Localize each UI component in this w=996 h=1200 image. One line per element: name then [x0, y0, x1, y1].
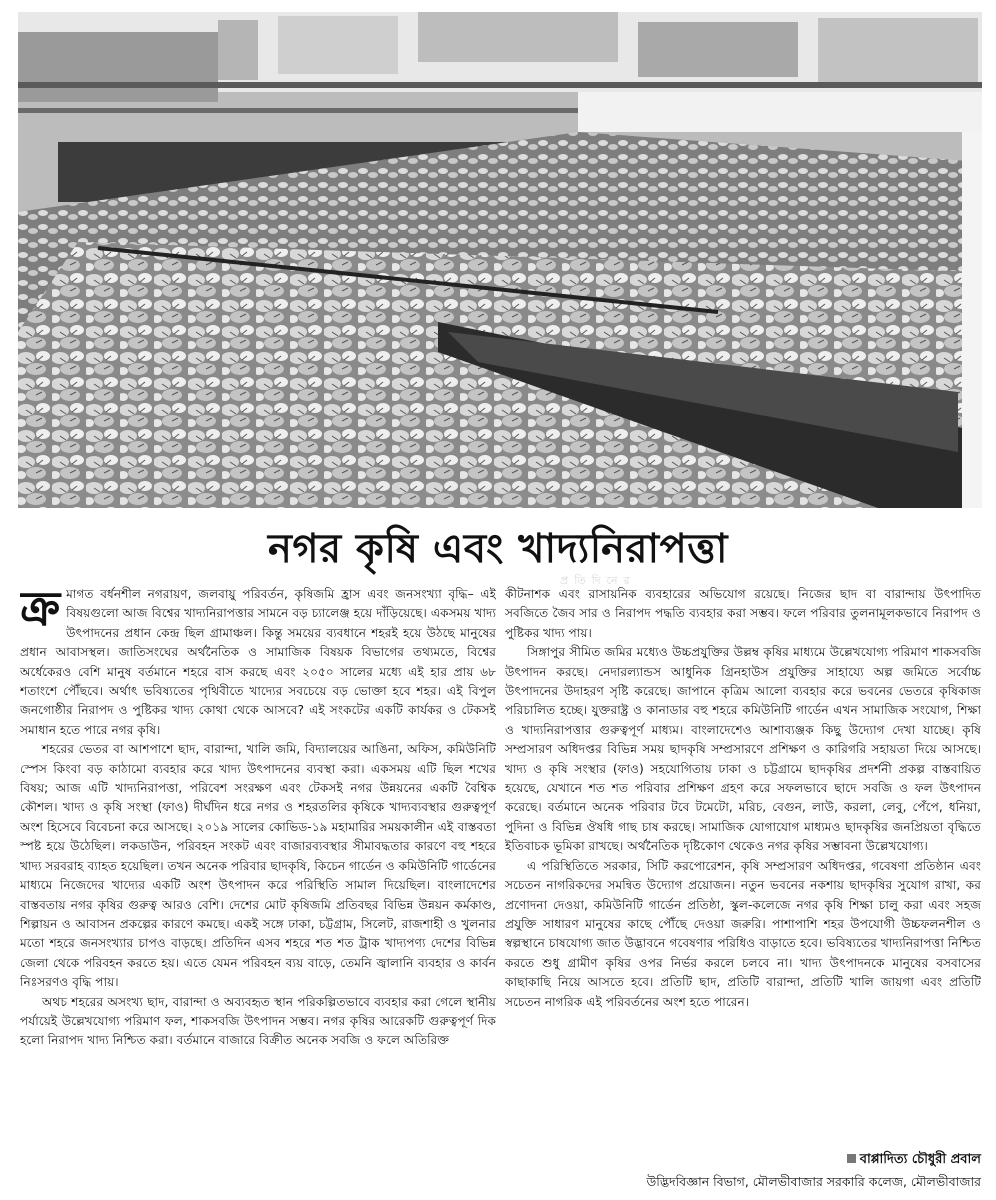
- article-paragraph: এ পরিস্থিতিতে সরকার, সিটি করপোরেশন, কৃষি সম্প্রসারণ অধিদপ্তর, গবেষণা প্রতিষ্ঠান এবং সচেতন নাগরিকদের সমন্বিত উদ্যোগ প্রয়োজন। নতুন ভবনের নকশায় ছাদকৃষির সুযোগ রাখা, কর প্রণোদনা দেওয়া, কমিউনিটি গার্ডেন প্রতিষ্ঠা, স্কুল-কলেজে নগর কৃষি শিক্ষা চালু করা এবং সহজ প্রযুক্তি সাধারণ মানুষের কাছে পৌঁছে দেওয়া জরুরি। পাশাপাশি শহর উপযোগী উচ্চফলনশীল ও স্বল্পস্থানে চাষযোগ্য জাত উদ্ভাবনে গবেষণার পরিধিও বাড়াতে হবে। ভবিষ্যতের খাদ্যনিরাপত্তা নিশ্চিত করতে শুধু গ্রামীণ কৃষির ওপর নির্ভর করলে চলবে না। খাদ্য উৎপাদনকে মানুষের বসবাসের কাছাকাছি নিয়ে আসতে হবে। প্রতিটি ছাদ, প্রতিটি বারান্দা, প্রতিটি খালি জায়গা এবং প্রতিটি সচেতন নাগরিক এই পরিবর্তনের অংশ হতে পারেন।: [505, 858, 981, 1009]
- square-bullet-icon: [847, 1154, 856, 1163]
- article-column-left: [20, 585, 496, 1200]
- rooftop-vegetable-garden-photo-icon: [18, 12, 982, 508]
- rooftop-garden-photo: [18, 12, 982, 508]
- article-headline: নগর কৃষি এবং খাদ্যনিরাপত্তা: [267, 526, 729, 572]
- publication-watermark: প্রতিদিনের: [560, 574, 636, 587]
- drop-cap: ক্র: [20, 585, 61, 637]
- author-byline: [505, 1150, 981, 1170]
- article-paragraph: ক্র মাগত বর্ধনশীল নগরায়ণ, জলবায়ু পরিবর্তন, কৃষিজমি হ্রাস এবং জনসংখ্যা বৃদ্ধি– এই বিষয়গুলো আজ বিশ্বের খাদ্যনিরাপত্তার সামনে বড় চ্যালেঞ্জ হয়ে দাঁড়িয়েছে। একসময় খাদ্য উৎপাদনের প্রধান কেন্দ্র ছিল গ্রামাঞ্চল। কিন্তু সময়ের ব্যবধানে শহরই হয়ে উঠছে মানুষের প্রধান আবাসস্থল। জাতিসংঘের অর্থনৈতিক ও সামাজিক বিষয়ক বিভাগের তথ্যমতে, বিশ্বের অর্ধেকেরও বেশি মানুষ বর্তমানে শহরে বাস করছে এবং ২০৫০ সালের মধ্যে এই হার প্রায় ৬৮ শতাংশে পৌঁছবে। অর্থাৎ ভবিষ্যতের পৃথিবীতে খাদ্যের সবচেয়ে বড় ভোক্তা হবে শহর। এই বিপুল জনগোষ্ঠীর নিরাপদ ও পুষ্টিকর খাদ্য কোথা থেকে আসবে? এই সংকটের একটি কার্যকর ও টেকসই সমাধান হতে পারে নগর কৃষি।: [20, 585, 496, 737]
- article-paragraph: সিঙ্গাপুর সীমিত জমির মধ্যেও উচ্চপ্রযুক্তির উল্লম্ব কৃষির মাধ্যমে উল্লেখযোগ্য পরিমাণ শাকসবজি উৎপাদন করছে। নেদারল্যান্ডস আধুনিক গ্রিনহাউস প্রযুক্তির সাহায্যে অল্প জমিতে সর্বোচ্চ উৎপাদনের উদাহরণ সৃষ্টি করেছে। জাপানে কৃত্রিম আলো ব্যবহার করে ভবনের ভেতরে কৃষিকাজ পরিচালিত হচ্ছে। যুক্তরাষ্ট্র ও কানাডার বহু শহরে কমিউনিটি গার্ডেন এখন সামাজিক সংযোগ, শিক্ষা ও খাদ্যনিরাপত্তার গুরুত্বপূর্ণ মাধ্যম। বাংলাদেশেও আশাব্যঞ্জক কিছু উদ্যোগ দেখা যাচ্ছে। কৃষি সম্প্রসারণ অধিদপ্তর বিভিন্ন সময় ছাদকৃষি সম্প্রসারণে প্রশিক্ষণ ও কারিগরি সহায়তা দিয়ে আসছে। খাদ্য ও কৃষি সংস্থার (ফাও) সহযোগিতায় ঢাকা ও চট্টগ্রামে ছাদকৃষির প্রদর্শনী প্রকল্প বাস্তবায়িত হয়েছে, যেখানে শত শত পরিবার প্রশিক্ষণ গ্রহণ করে সফলভাবে ছাদে সবজি ও ফল উৎপাদন করেছে। বর্তমানে অনেক পরিবার টবে টমেটো, মরিচ, বেগুন, লাউ, করলা, লেবু, পেঁপে, ধনিয়া, পুদিনা ও বিভিন্ন ঔষধি গাছ চাষ করছে। সামাজিক যোগাযোগ মাধ্যমও ছাদকৃষির জনপ্রিয়তা বৃদ্ধিতে ইতিবাচক ভূমিকা রাখছে। অর্থনৈতিক দৃষ্টিকোণ থেকেও নগর কৃষির সম্ভাবনা উল্লেখযোগ্য।: [505, 645, 981, 854]
- article-paragraph: শহরের ভেতর বা আশপাশে ছাদ, বারান্দা, খালি জমি, বিদ্যালয়ের আঙিনা, অফিস, কমিউনিটি স্পেস কিংবা বড় কাঠামো ব্যবহার করে খাদ্য উৎপাদনের ব্যবস্থা করা। একসময় এটি ছিল শখের বিষয়; আজ এটি খাদ্যনিরাপত্তা, পরিবেশ সংরক্ষণ এবং টেকসই নগর উন্নয়নের একটি বৈশ্বিক কৌশল। খাদ্য ও কৃষি সংস্থা (ফাও) দীর্ঘদিন ধরে নগর ও শহরতলির কৃষিকে খাদ্যব্যবস্থার গুরুত্বপূর্ণ অংশ হিসেবে বিবেচনা করে আসছে। ২০১৯ সালের কোভিড-১৯ মহামারির সময়কালীন এই বাস্তবতা স্পষ্ট হয়ে উঠেছিল। লকডাউন, পরিবহন সংকট এবং বাজারব্যবস্থার সীমাবদ্ধতার কারণে বহু শহরে খাদ্য সরবরাহ ব্যাহত হয়েছিল। তখন অনেক পরিবার ছাদকৃষি, কিচেন গার্ডেন ও কমিউনিটি গার্ডেনের মাধ্যমে নিজেদের খাদ্যের একটি অংশ উৎপাদন করে পরিস্থিতি সামাল দিয়েছিল। বাংলাদেশের বাস্তবতায় নগর কৃষির গুরুত্ব আরও বেশি। দেশের মোট কৃষিজমি প্রতিবছর বিভিন্ন উন্নয়ন কর্মকাণ্ড, শিল্পায়ন ও আবাসন প্রকল্পের কারণে কমছে। একই সঙ্গে ঢাকা, চট্টগ্রাম, সিলেট, রাজশাহী ও খুলনার মতো শহরে জনসংখ্যার চাপও বাড়ছে। প্রতিদিন এসব শহরে শত শত ট্রাক খাদ্যপণ্য দেশের বিভিন্ন জেলা থেকে পরিবহন করতে হয়। এতে যেমন পরিবহন ব্যয় বাড়ে, তেমনি জ্বালানি ব্যবহার ও কার্বন নিঃসরণও বৃদ্ধি পায়।: [20, 742, 496, 990]
- article-paragraph: কীটনাশক এবং রাসায়নিক ব্যবহারের অভিযোগ রয়েছে। নিজের ছাদ বা বারান্দায় উৎপাদিত সবজিতে জৈব সার ও নিরাপদ পদ্ধতি ব্যবহার করা সম্ভব। ফলে পরিবার তুলনামূলকভাবে নিরাপদ ও পুষ্টিকর খাদ্য পায়।: [505, 587, 981, 640]
- author-affiliation: উদ্ভিদবিজ্ঞান বিভাগ, মৌলভীবাজার সরকারি কলেজ, মৌলভীবাজার: [646, 1174, 981, 1189]
- article-column-right: [505, 585, 981, 1145]
- article-paragraph: অথচ শহরের অসংখ্য ছাদ, বারান্দা ও অব্যবহৃত স্থান পরিকল্পিতভাবে ব্যবহার করা গেলে স্থানীয় পর্যায়েই উল্লেখযোগ্য পরিমাণ ফল, শাকসবজি উৎপাদন সম্ভব। নগর কৃষির আরেকটি গুরুত্বপূর্ণ দিক হলো নিরাপদ খাদ্য নিশ্চিত করা। বর্তমানে বাজারে বিক্রীত অনেক সবজি ও ফলে অতিরিক্ত: [20, 994, 496, 1048]
- author-name: বাপ্পাদিত্য চৌধুরী প্রবাল: [859, 1152, 981, 1167]
